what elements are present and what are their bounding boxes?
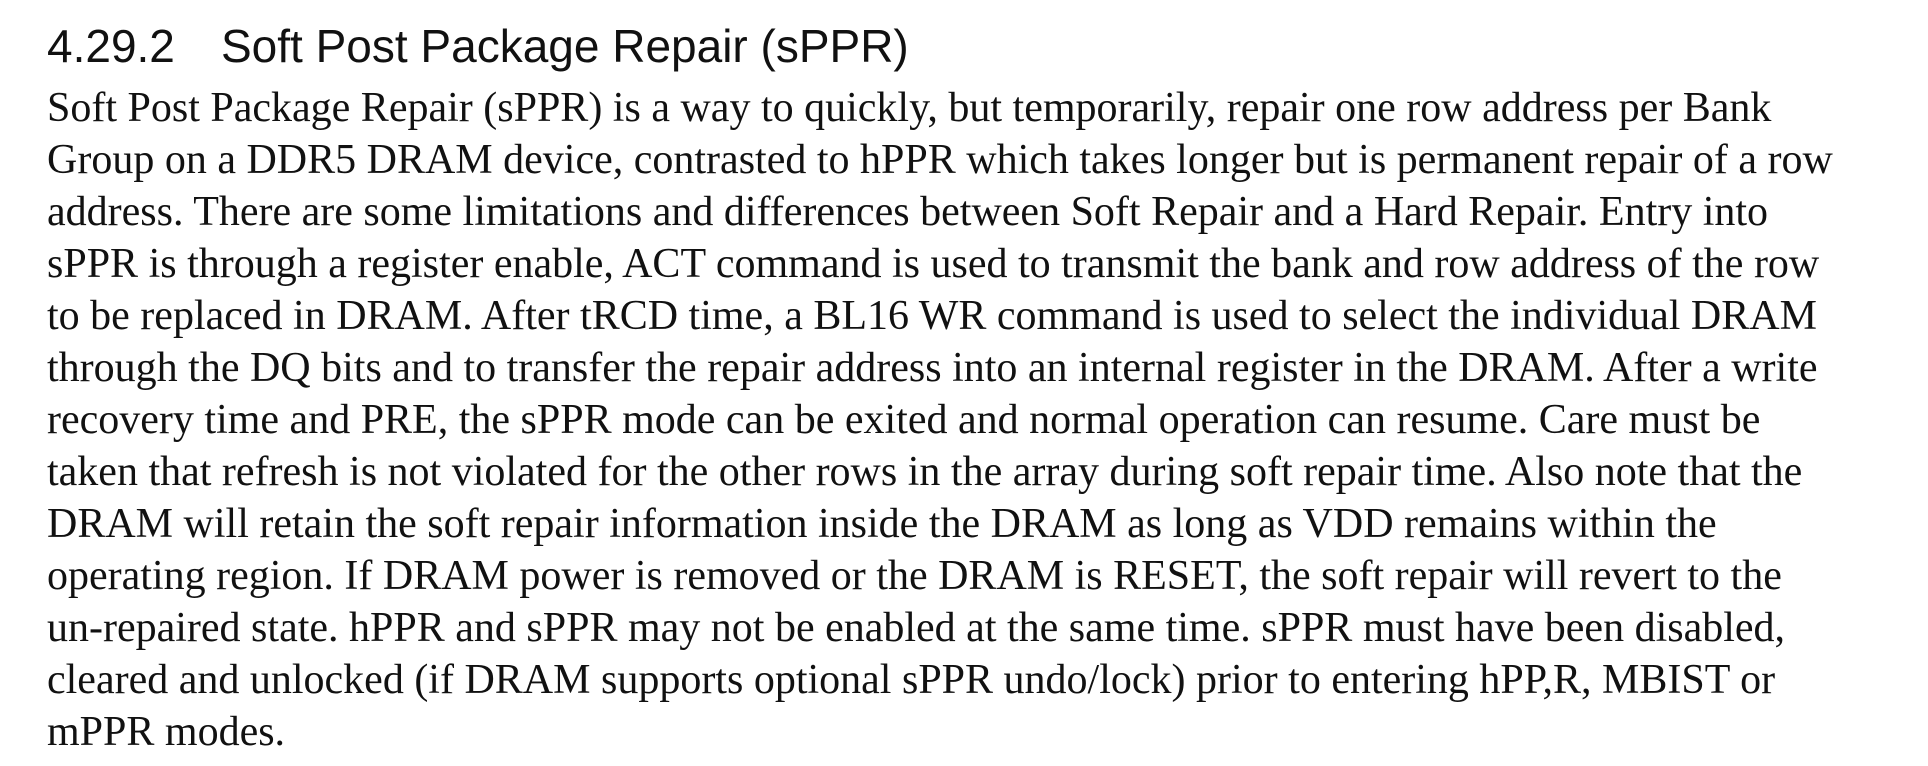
section-number: 4.29.2	[47, 20, 175, 72]
paragraph-line: mPPR modes.	[47, 709, 286, 755]
paragraph-line: Group on a DDR5 DRAM device, contrasted to hPPR which takes longer but is permanent repair of a row	[47, 137, 1833, 183]
document-page	[47, 14, 1917, 758]
paragraph-line: un-repaired state. hPPR and sPPR may not be enabled at the same time. sPPR must have been disabled,	[47, 605, 1786, 651]
body-paragraph	[47, 82, 1917, 758]
paragraph-line: address. There are some limitations and differences between Soft Repair and a Hard Repair. Entry into	[47, 189, 1769, 235]
paragraph-line: cleared and unlocked (if DRAM supports optional sPPR undo/lock) prior to entering hPP,R, MBIST or	[47, 657, 1776, 703]
section-heading	[47, 14, 1917, 78]
paragraph-line: to be replaced in DRAM. After tRCD time, a BL16 WR command is used to select the individual DRAM	[47, 293, 1817, 339]
paragraph-line: through the DQ bits and to transfer the repair address into an internal register in the DRAM. After a write	[47, 345, 1818, 391]
paragraph-line: DRAM will retain the soft repair information inside the DRAM as long as VDD remains within the	[47, 501, 1717, 547]
section-title: Soft Post Package Repair (sPPR)	[221, 20, 909, 72]
paragraph-line: recovery time and PRE, the sPPR mode can be exited and normal operation can resume. Care must be	[47, 397, 1761, 443]
paragraph-line: Soft Post Package Repair (sPPR) is a way to quickly, but temporarily, repair one row address per Bank	[47, 85, 1772, 131]
paragraph-line: taken that refresh is not violated for the other rows in the array during soft repair time. Also note that the	[47, 449, 1803, 495]
paragraph-line: sPPR is through a register enable, ACT command is used to transmit the bank and row address of the row	[47, 241, 1820, 287]
paragraph-line: operating region. If DRAM power is removed or the DRAM is RESET, the soft repair will revert to the	[47, 553, 1782, 599]
